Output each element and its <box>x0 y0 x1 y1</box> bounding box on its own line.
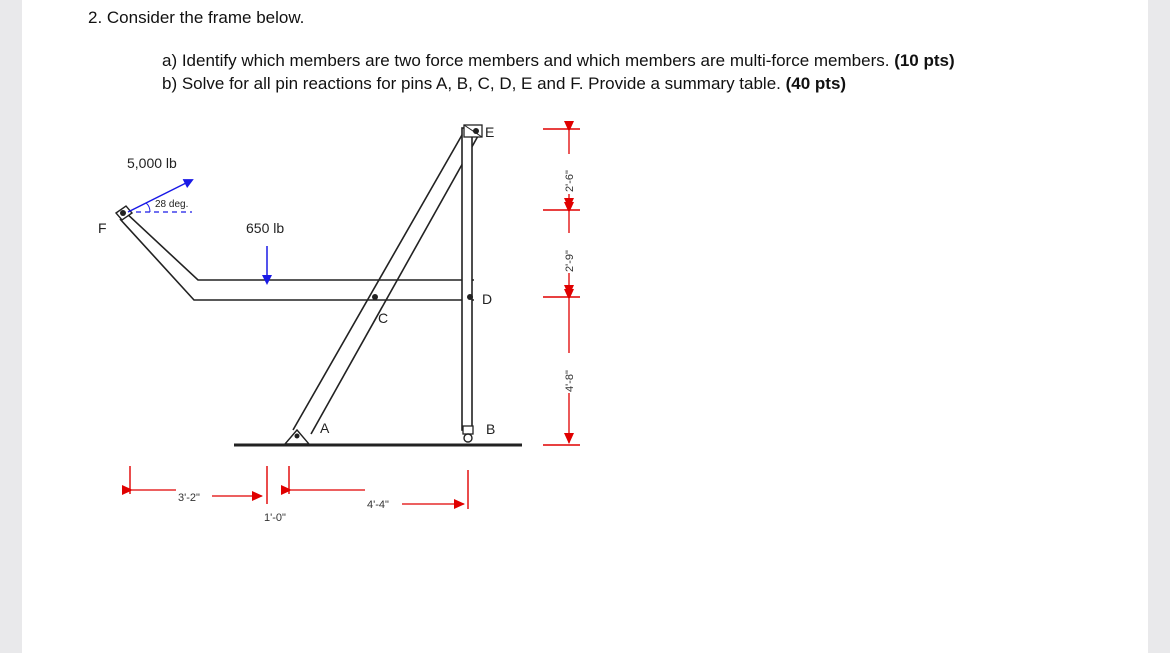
dim-v-1: 2'-6" <box>564 170 576 192</box>
question-title: 2. Consider the frame below. <box>88 8 305 27</box>
dim-h-3: 4'-4" <box>367 499 389 511</box>
pin-b-support <box>463 426 473 442</box>
pin-a-support <box>285 430 309 444</box>
dim-vertical <box>543 129 580 445</box>
label-e: E <box>485 124 495 140</box>
angle-label: 28 deg. <box>155 199 189 210</box>
dim-horizontal <box>130 466 468 524</box>
part-a-points: (10 pts) <box>894 51 955 70</box>
angle-arc <box>146 203 150 212</box>
load-f-label: 5,000 lb <box>127 155 177 171</box>
member-ae <box>293 128 478 434</box>
load-mid-label: 650 lb <box>246 220 285 236</box>
label-f: F <box>98 220 107 236</box>
member-fd <box>120 211 474 300</box>
dim-v-2: 2'-9" <box>564 250 576 272</box>
part-b-text: b) Solve for all pin reactions for pins A, B, C, D, E and F. Provide a summary table. <box>162 74 786 93</box>
dim-v-3: 4'-8" <box>564 370 576 392</box>
part-b-points: (40 pts) <box>785 74 847 93</box>
pin-c <box>372 294 378 300</box>
pin-e <box>464 125 482 137</box>
pin-d <box>467 294 473 300</box>
label-c: C <box>378 310 389 326</box>
dim-h-2: 1'-0" <box>264 512 286 524</box>
member-be <box>462 128 472 430</box>
label-b: B <box>486 421 496 437</box>
pin-f <box>116 206 132 220</box>
label-d: D <box>482 291 493 307</box>
label-a: A <box>320 420 330 436</box>
dim-h-1: 3'-2" <box>178 492 200 504</box>
part-a-text: a) Identify which members are two force members and which members are multi-force members. <box>162 51 895 70</box>
